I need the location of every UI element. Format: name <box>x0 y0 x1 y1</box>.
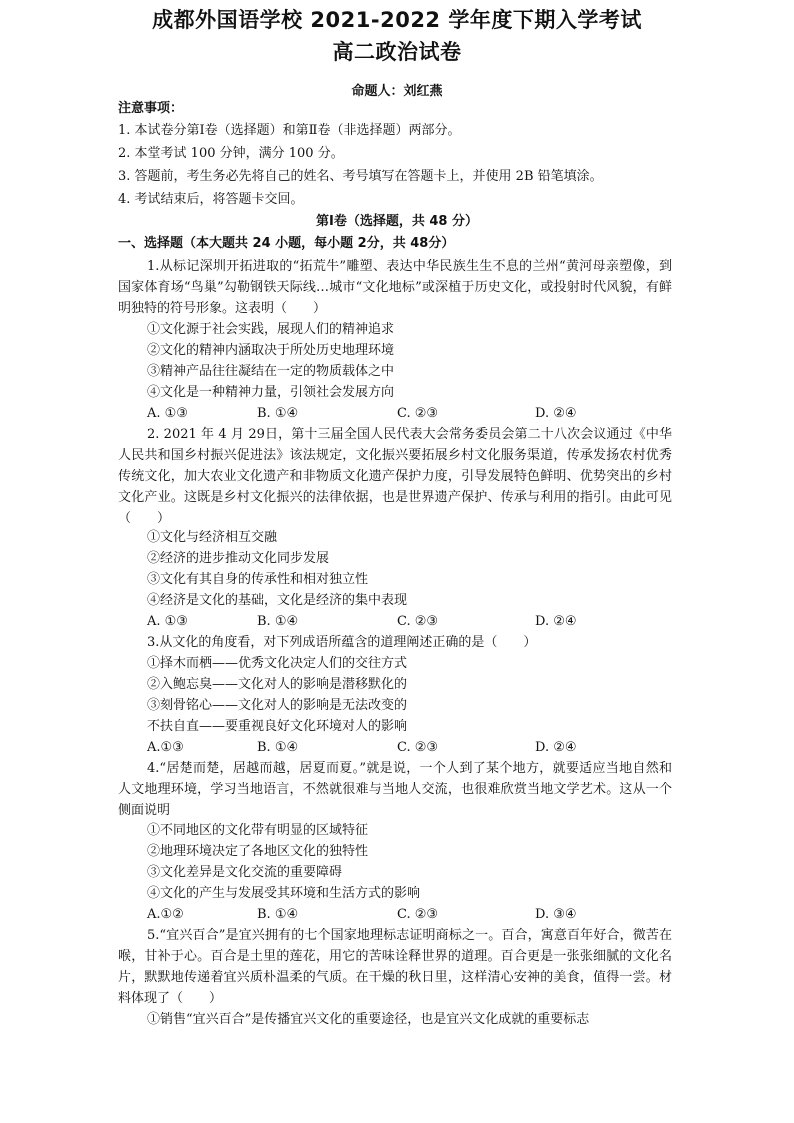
answer-options <box>147 611 667 632</box>
option-d: D. ②④ <box>535 740 577 755</box>
statement: ②地理环境决定了各地区文化的独特性 <box>147 844 369 859</box>
author-line: 命题人：刘红燕 <box>351 84 443 99</box>
notice-item: 1. 本试卷分第Ⅰ卷（选择题）和第Ⅱ卷（非选择题）两部分。 <box>118 123 461 138</box>
statement: ③文化有其自身的传承性和相对独立性 <box>147 572 369 587</box>
option-a: A. ①③ <box>147 614 188 629</box>
answer-options <box>147 737 667 758</box>
question-stem: 1.从标记深圳开拓进取的“拓荒牛”雕塑、表达中华民族生生不息的兰州“黄河母亲塑像，到国家体育场“鸟巢”勾勒钢铁天际线…城市“文化地标”或深植于历史文化，或投射时代风貌，有鲜明独特的符号形象。这表明（ ） <box>118 259 672 316</box>
statement: 不扶自直——要重视良好文化环境对人的影响 <box>147 719 408 734</box>
statement: ②入鲍忘臭——文化对人的影响是潜移默化的 <box>147 677 408 692</box>
statement: ②经济的进步推动文化同步发展 <box>147 551 330 566</box>
option-a: A. ①③ <box>147 406 188 421</box>
notice-item: 2. 本堂考试 100 分钟，满分 100 分。 <box>118 146 344 161</box>
option-c: C. ②③ <box>397 907 439 922</box>
part-title: 第Ⅰ卷（选择题，共 48 分） <box>316 214 478 229</box>
option-d: D. ②④ <box>535 614 577 629</box>
statement: ②文化的精神内涵取决于所处历史地理环境 <box>147 343 395 358</box>
option-c: C. ②③ <box>397 740 439 755</box>
option-d: D. ③④ <box>535 907 577 922</box>
statement: ④经济是文化的基础，文化是经济的集中表现 <box>147 593 408 608</box>
statement: ①文化与经济相互交融 <box>147 530 278 545</box>
statement: ①不同地区的文化带有明显的区域特征 <box>147 823 369 838</box>
answer-options <box>147 904 667 925</box>
question-stem: 5.“宜兴百合”是宜兴拥有的七个国家地理标志证明商标之一。百合，寓意百年好合，微苦在喉，甘补于心。百合是土里的莲花，用它的苦味诠释世界的道理。百合更是一张张细腻的文化名片，默默地传递着宜兴质朴温柔的气质。在干燥的秋日里，这样清心安神的美食，值得一尝。材料体现了（ ） <box>118 928 672 1006</box>
option-c: C. ②③ <box>397 614 439 629</box>
section-heading: 一、选择题（本大题共 24 小题，每小题 2分，共 48分） <box>118 236 455 251</box>
notice-item: 4. 考试结束后，将答题卡交回。 <box>118 192 304 207</box>
statement: ①文化源于社会实践，展现人们的精神追求 <box>147 322 395 337</box>
question-stem: 3.从文化的角度看，对下列成语所蕴含的道理阐述正确的是（ ） <box>147 635 537 650</box>
statement: ④文化是一种精神力量，引领社会发展方向 <box>147 385 395 400</box>
statement: ③精神产品往往凝结在一定的物质载体之中 <box>147 364 395 379</box>
statement: ①销售“宜兴百合”是传播宜兴文化的重要途径，也是宜兴文化成就的重要标志 <box>147 1012 590 1027</box>
question-stem: 4.“居楚而楚，居越而越，居夏而夏。”就是说，一个人到了某个地方，就要适应当地自然和人文地理环境，学习当地语言，不然就很难与当地人交流，也很难欣赏当地文学艺术。这从一个侧面说明 <box>118 761 672 818</box>
answer-options <box>147 403 667 424</box>
option-d: D. ②④ <box>535 406 577 421</box>
option-b: B. ①④ <box>257 614 299 629</box>
exam-subtitle: 高二政治试卷 <box>332 40 462 64</box>
statement: ③刻骨铭心——文化对人的影响是无法改变的 <box>147 698 408 713</box>
notice-heading: 注意事项： <box>118 101 184 116</box>
notice-item: 3. 答题前，考生务必先将自己的姓名、考号填写在答题卡上，并使用 2B 铅笔填涂。 <box>118 169 603 184</box>
statement: ③文化差异是文化交流的重要障碍 <box>147 865 343 880</box>
option-a: A.①② <box>147 907 184 922</box>
option-b: B. ①④ <box>257 406 299 421</box>
option-b: B. ①④ <box>257 907 299 922</box>
option-b: B. ①④ <box>257 740 299 755</box>
statement: ④文化的产生与发展受其环境和生活方式的影响 <box>147 886 421 901</box>
question-stem: 2. 2021 年 4 月 29日，第十三届全国人民代表大会常务委员会第二十八次会议通过《中华人民共和国乡村振兴促进法》该法规定，文化振兴要拓展乡村文化服务渠道，传承发扬农村优秀传统文化，加大农业文化遗产和非物质文化遗产保护力度，引导发展特色鲜明、优势突出的乡村文化产业。这既是乡村文化振兴的法律依据，也是世界遗产保护、传承与利用的指引。由此可见（ ） <box>118 427 672 526</box>
exam-title: 成都外国语学校 2021-2022 学年度下期入学考试 <box>152 8 642 32</box>
option-c: C. ②③ <box>397 406 439 421</box>
statement: ①择木而栖——优秀文化决定人们的交往方式 <box>147 656 408 671</box>
option-a: A.①③ <box>147 740 184 755</box>
